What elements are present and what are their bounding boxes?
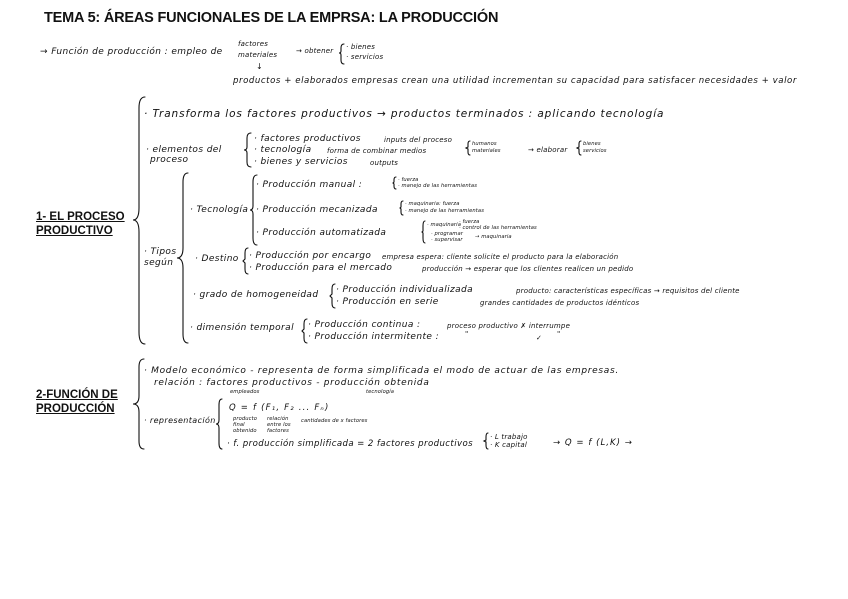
elementos-label-1: · elementos del xyxy=(146,145,222,155)
individualizada-note: producto: características específicas → requisitos del cliente xyxy=(516,287,740,295)
mercado-note: producción → esperar que los clientes realicen un pedido xyxy=(422,265,634,273)
f-note-2: entre los xyxy=(267,422,291,428)
manual-b: · manejo de las herramientas xyxy=(398,183,477,189)
relacion-empleados: empleados xyxy=(230,389,260,395)
el-materiales: materiales xyxy=(472,148,501,154)
modelo-text: · Modelo económico - representa de forma simplificada el modo de actuar de las empresas. xyxy=(144,366,619,376)
aut-c1: · programar xyxy=(431,231,463,237)
intro-servicios: · servicios xyxy=(346,53,384,61)
encargo-note: empresa espera: cliente solicite el producto para la elaboración xyxy=(382,253,619,261)
transforma-text: · Transforma los factores productivos → productos terminados : aplicando tecnología xyxy=(144,108,665,120)
medios-brace xyxy=(466,140,471,156)
section2-title-line1: 2-FUNCIÓN DE xyxy=(36,389,118,401)
tecnologia-label: · Tecnología xyxy=(190,205,249,215)
section2-title-line2: PRODUCCIÓN xyxy=(36,403,115,415)
el-bienes: bienes xyxy=(583,141,601,147)
manual-brace xyxy=(393,176,397,190)
prod-encargo: · Producción por encargo xyxy=(249,251,372,261)
tipos-label-1: · Tipos xyxy=(144,247,177,257)
simplificada-result: → Q = f (L,K) → xyxy=(553,438,633,448)
mec-b: · manejo de las herramientas xyxy=(405,208,484,214)
tipos-label-2: según xyxy=(144,258,174,268)
representacion-brace xyxy=(216,398,223,450)
aut-c2: · supervisar xyxy=(431,237,463,243)
intermitente-mark-3: " xyxy=(557,330,561,338)
intro-funcion: → Función de producción : empleo de xyxy=(40,47,223,57)
section1-title-line1: 1- EL PROCESO xyxy=(36,211,125,223)
page-title: TEMA 5: ÁREAS FUNCIONALES DE LA EMPRSA: LA PRODUCCIÓN xyxy=(44,10,499,26)
el-bys: · bienes y servicios xyxy=(254,157,348,167)
homogeneidad-label: · grado de homogeneidad xyxy=(193,290,319,300)
f-note-1: relación xyxy=(267,416,289,422)
temporal-label: · dimensión temporal xyxy=(190,323,294,333)
intro-materiales: materiales xyxy=(238,51,278,59)
representacion-label: · representación xyxy=(144,416,216,425)
f-note-3: factores xyxy=(267,428,289,434)
prod-manual: · Producción manual : xyxy=(256,180,363,190)
prod-intermitente: · Producción intermitente : xyxy=(308,332,440,342)
capital-item: · K capital xyxy=(490,441,527,449)
mec-a: · maquinaria: fuerza xyxy=(405,201,460,207)
destino-label: · Destino xyxy=(195,254,239,264)
manual-a: · fuerza xyxy=(398,177,419,183)
section1-brace xyxy=(133,96,147,346)
relacion-text: relación : factores productivos - producción obtenida xyxy=(154,378,430,388)
prod-automatizada: · Producción automatizada xyxy=(256,228,387,238)
prod-mecanizada: · Producción mecanizada xyxy=(256,205,378,215)
el-factores-note: inputs del proceso xyxy=(384,136,453,144)
intro-obtener: → obtener xyxy=(296,47,334,55)
intro-arrow-down: ↓ xyxy=(256,62,264,71)
intermitente-mark-1: " xyxy=(465,330,469,338)
el-servicios: servicios xyxy=(583,148,607,154)
prod-continua: · Producción continua : xyxy=(308,320,421,330)
prod-mercado: · Producción para el mercado xyxy=(249,263,393,273)
aut-a: · maquinaria xyxy=(427,222,461,228)
intermitente-mark-2: ✓ xyxy=(536,334,543,342)
el-humanos: humanos xyxy=(472,141,497,147)
relacion-tecnologia: tecnología xyxy=(366,389,395,395)
q-note-1: producto xyxy=(233,416,258,422)
intro-bienes: · bienes xyxy=(346,43,376,51)
mecanizada-brace xyxy=(400,200,404,216)
aut-c3: → maquinaria xyxy=(475,234,512,240)
elementos-label-2: proceso xyxy=(150,155,189,165)
aut-b2: · control de las herramientas xyxy=(459,225,537,231)
el-factores: · factores productivos xyxy=(254,134,361,144)
intro-factores: factores xyxy=(238,40,269,48)
tipos-brace xyxy=(177,172,189,344)
intro-line2: productos + elaborados empresas crean una utilidad incrementan su capacidad para satisfacer necesidades + valor xyxy=(233,76,797,86)
el-tecnologia: · tecnología xyxy=(254,145,312,155)
prod-serie: · Producción en serie xyxy=(336,297,439,307)
cantidades-note: cantidades de x factores xyxy=(301,418,368,424)
elementos-brace xyxy=(244,132,252,168)
continua-note: proceso productivo ✗ interrumpe xyxy=(447,322,571,330)
el-elaborar: → elaborar xyxy=(528,146,568,154)
intro-brace xyxy=(339,43,345,65)
trabajo-item: · L trabajo xyxy=(490,433,528,441)
section1-title-line2: PRODUCTIVO xyxy=(36,225,113,237)
prod-individualizada: · Producción individualizada xyxy=(336,285,474,295)
serie-note: grandes cantidades de productos idénticos xyxy=(480,299,640,307)
q-note-3: obtenido xyxy=(233,428,257,434)
automatizada-brace xyxy=(422,220,426,244)
q-note-2: final xyxy=(233,422,245,428)
simplificada-text: · f. producción simplificada = 2 factores productivos xyxy=(227,439,474,449)
formula: Q = f (F₁, F₂ ... Fₙ) xyxy=(229,403,330,413)
el-bys-note: outputs xyxy=(370,159,399,167)
bys-brace xyxy=(577,140,582,156)
aut-b1: · fuerza xyxy=(459,219,480,225)
el-tecnologia-note: forma de combinar medios xyxy=(327,147,427,155)
lk-brace xyxy=(484,432,489,450)
